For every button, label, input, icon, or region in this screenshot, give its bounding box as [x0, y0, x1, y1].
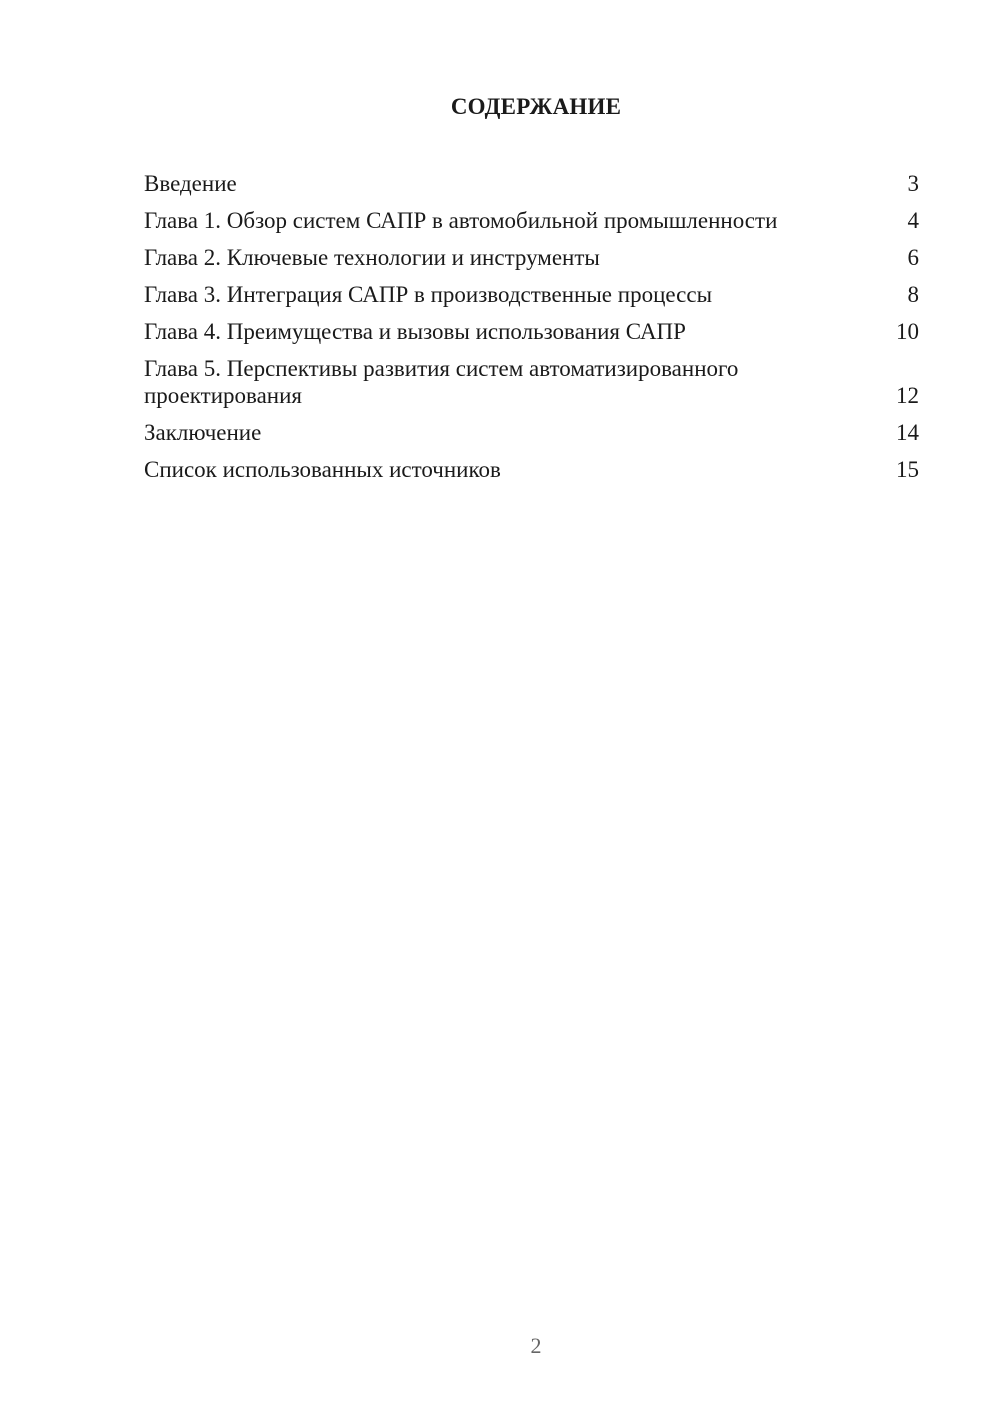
toc-entry-page: 14 — [896, 420, 919, 445]
toc-entry-title: Глава 3. Интеграция САПР в производственные процессы — [144, 282, 713, 307]
toc-entry-title: Глава 1. Обзор систем САПР в автомобильной промышленности — [144, 208, 778, 233]
toc-entry-page: 8 — [907, 282, 919, 307]
toc-entry-introduction[interactable] — [144, 170, 919, 197]
toc-entry-references[interactable] — [144, 456, 919, 483]
toc-entry-title: Заключение — [144, 420, 262, 445]
toc-entry-title: Введение — [144, 171, 237, 196]
toc-entry-page: 15 — [896, 457, 919, 482]
toc-entry-chapter-4[interactable] — [144, 318, 919, 345]
table-of-contents — [144, 170, 919, 493]
toc-entry-page: 3 — [907, 171, 919, 196]
page-number: 2 — [530, 1333, 542, 1358]
toc-entry-chapter-2[interactable] — [144, 244, 919, 271]
toc-entry-page: 10 — [896, 319, 919, 344]
toc-entry-title: Глава 4. Преимущества и вызовы использования САПР — [144, 319, 686, 344]
toc-entry-title: Глава 5. Перспективы развития систем автоматизированного проектирования — [144, 356, 739, 408]
toc-entry-page: 4 — [907, 208, 919, 233]
toc-entry-chapter-5[interactable] — [144, 355, 919, 409]
toc-entry-title: Список использованных источников — [144, 457, 501, 482]
page-title: СОДЕРЖАНИЕ — [450, 94, 622, 119]
toc-entry-page: 6 — [907, 245, 919, 270]
toc-entry-chapter-1[interactable] — [144, 207, 919, 234]
toc-entry-title: Глава 2. Ключевые технологии и инструменты — [144, 245, 600, 270]
toc-entry-conclusion[interactable] — [144, 419, 919, 446]
toc-entry-page: 12 — [896, 383, 919, 408]
toc-entry-chapter-3[interactable] — [144, 281, 919, 308]
